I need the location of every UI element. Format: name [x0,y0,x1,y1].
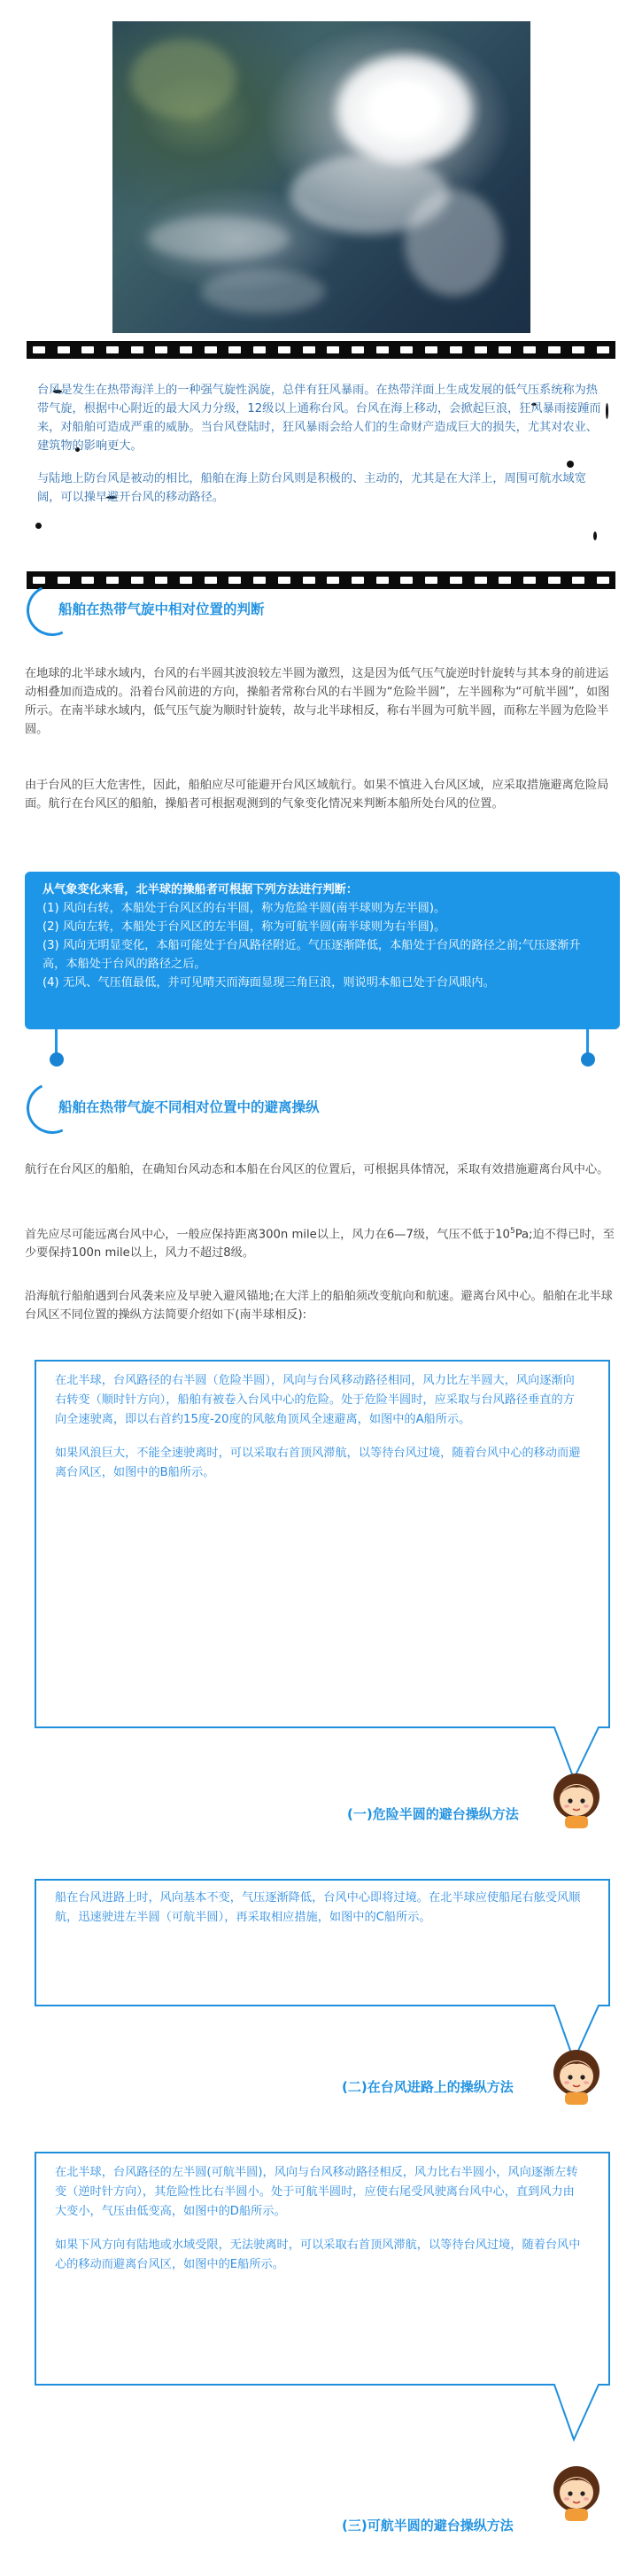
section-1-paragraph-2 [25,776,616,813]
section-1-text-1: 在地球的北半球水域内，台风的右半圆其波浪较左半圆为激烈，这是因为低气压气旋逆时针旋转与其本身的前进运动相叠加而造成的。沿着台风前进的方向，操船者常称台风的右半圆为“危险半圆”，左半圆称为“可航半圆”，如图所示。在南半球水域内，低气压气旋为顺时针旋转，故与北半球相反，称右半圆为可航半圆，而称左半圆为危险半圆。 [25,667,610,736]
film-speck [593,531,597,540]
section-2-text-2 [25,1222,616,1262]
section-2-paragraph-2 [25,1222,616,1262]
intro-text [37,381,604,521]
case-3-paragraph-2: 如果下风方向有陆地或水域受限，无法驶离时，可以采取右首顶风滞航，以等待台风过境，随着台风中心的移动而避离台风区，如图中的E船所示。 [55,2238,581,2271]
section-2-paragraph-3 [25,1287,616,1324]
judgement-item-2: (2) 风向左转，本船处于台风区的左半圆，称为可航半圆(南半球则为右半圆)。 [43,920,446,934]
section-2-header [27,1082,469,1129]
section-2-text-2a: 首先应尽可能远离台风中心，一般应保持距离300n mile以上，风力在6—7级，气压不低于10 [25,1228,510,1242]
girl-avatar-icon [549,2045,604,2107]
judgement-method-text [43,881,600,992]
girl-avatar-icon [549,2461,604,2523]
section-1-title: 船舶在热带气旋中相对位置的判断 [58,601,265,617]
section-2-text-3: 沿海航行船舶遇到台风袭来应及早驶入避风锚地;在大洋上的船舶须改变航向和航速。避离台风中心。船舶在北半球台风区不同位置的操纵方法简要介绍如下(南半球相反): [25,1290,613,1322]
case-2-paragraph-1: 船在台风进路上时，风向基本不变，气压逐渐降低，台风中心即将过境。在北半球应使船尾右舷受风顺航，迅速驶进左半圆（可航半圆），再采取相应措施，如图中的C船所示。 [55,1891,581,1924]
pin-dot-left [50,1052,64,1067]
case-1-caption: (一)危险半圆的避台操纵方法 [347,1806,519,1822]
case-3-paragraph-1: 在北半球，台风路径的左半圆(可航半圆)，风向与台风移动路径相反，风力比右半圆小，风向逐渐左转变（逆时针方向），其危险性比右半圆小。处于可航半圆时，应使右尾受风驶离台风中心，直到风力由大变小，气压由低变高，如图中的D船所示。 [55,2166,578,2218]
film-speck [606,403,608,419]
judgement-item-4: (4) 无风、气压值最低，并可见晴天而海面显现三角巨浪，则说明本船已处于台风眼内。 [43,976,495,989]
judgement-method-heading: 从气象变化来看，北半球的操船者可根据下列方法进行判断： [43,883,359,896]
case-3-text [55,2163,586,2289]
section-1-header [27,585,469,631]
film-sprocket-holes-top [27,346,615,353]
pin-dot-right [581,1052,595,1067]
judgement-item-1: (1) 风向右转，本船处于台风区的右半圆，称为危险半圆(南半球则为左半圆)。 [43,902,446,915]
section-2-paragraph-1 [25,1160,616,1179]
section-2-title: 船舶在热带气旋不同相对位置中的避离操纵 [58,1099,320,1115]
case-1-paragraph-1: 在北半球，台风路径的右半圆（危险半圆），风向与台风移动路径相同，风力比左半圆大，风向逐渐向右转变（顺时针方向），船舶有被卷入台风中心的危险。处于危险半圆时，应采取与台风路径垂直的方向全速驶离，即以右首约15度-20度的风舷角顶风全速避离，如图中的A船所示。 [55,1374,575,1426]
case-2-text [55,1889,586,1942]
girl-avatar-icon [549,1768,604,1830]
intro-paragraph-1: 台风是发生在热带海洋上的一种强气旋性涡旋，总伴有狂风暴雨。在热带洋面上生成发展的低气压系统称为热带气旋，根据中心附近的最大风力分级，12级以上通称台风。台风在海上移动，会掀起巨浪，狂风暴雨接踵而来，对船舶可造成严重的威胁。当台风登陆时，狂风暴雨会给人们的生命财产造成巨大的损失，尤其对农业、建筑物的影响更大。 [37,384,601,453]
judgement-item-3: (3) 风向无明显变化，本船可能处于台风路径附近。气压逐渐降低，本船处于台风的路径之前;气压逐渐升高，本船处于台风的路径之后。 [43,939,581,971]
section-2-text-2-sup: 5 [509,1227,515,1236]
case-3-caption: (三)可航半圆的避台操纵方法 [342,2518,514,2533]
typhoon-satellite-image [112,21,530,333]
section-1-text-2: 由于台风的巨大危害性，因此，船舶应尽可能避开台风区域航行。如果不慎进入台风区域，应采取措施避离危险局面。航行在台风区的船舶，操船者可根据观测到的气象变化情况来判断本船所处台风的位置。 [25,779,609,811]
section-1-paragraph-1 [25,664,616,739]
film-sprocket-holes-bottom [27,577,615,584]
case-2-caption: (二)在台风进路上的操纵方法 [342,2079,514,2095]
section-2-text-1: 航行在台风区的船舶，在确知台风动态和本船在台风区的位置后，可根据具体情况，采取有效措施避离台风中心。 [25,1163,609,1176]
section-2-text-2b: Pa;迫不得已时，至少要保持100n mile以上，风力不超过8级。 [25,1228,615,1261]
case-1-paragraph-2: 如果风浪巨大，不能全速驶离时，可以采取右首顶风滞航，以等待台风过境，随着台风中心的移动而避离台风区，如图中的B船所示。 [55,1447,581,1479]
intro-paragraph-2: 与陆地上防台风是被动的相比，船舶在海上防台风则是积极的、主动的，尤其是在大洋上，周围可航水域宽阔，可以操早避开台风的移动路径。 [37,472,586,504]
case-1-text [55,1371,586,1497]
film-speck [35,523,42,529]
